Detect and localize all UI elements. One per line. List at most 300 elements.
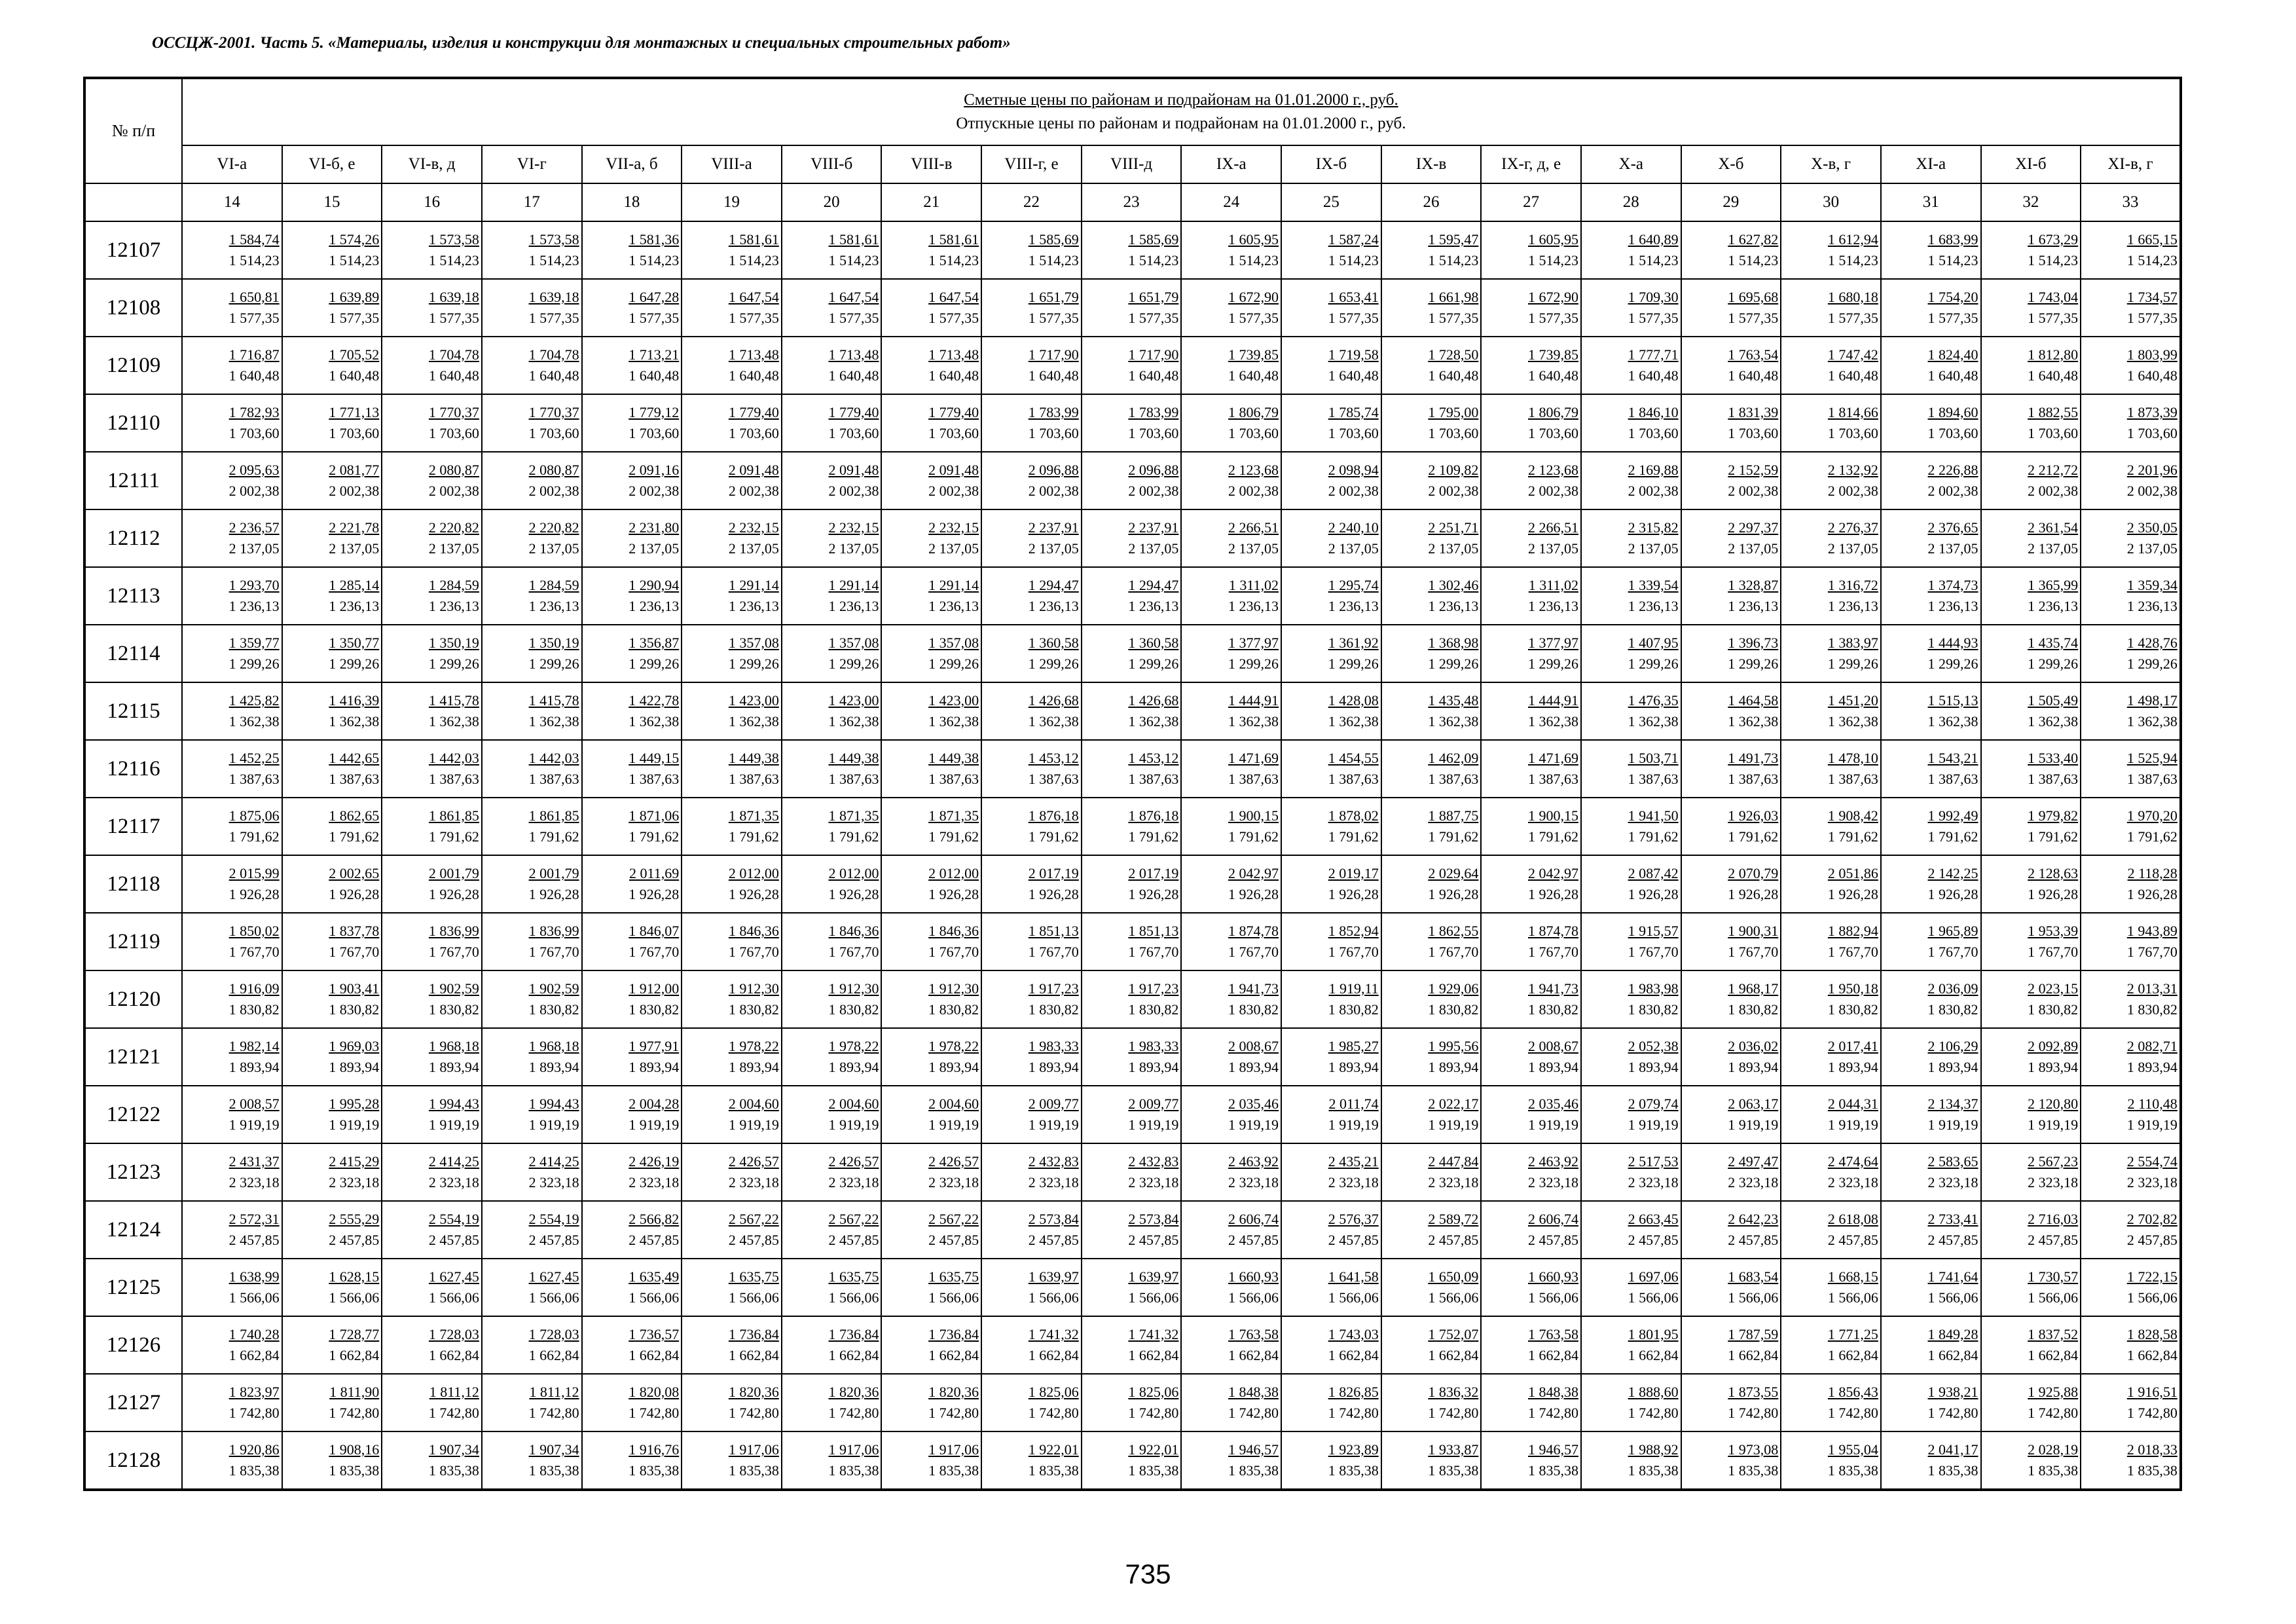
table-row	[84, 1201, 2181, 1259]
estimate-price: 1 361,92	[1328, 635, 1379, 651]
estimate-price: 2 028,19	[2028, 1441, 2079, 1458]
estimate-price: 1 994,43	[528, 1096, 579, 1112]
estimate-price: 1 573,58	[428, 231, 479, 248]
estimate-price: 2 426,57	[728, 1153, 779, 1170]
estimate-price: 1 882,94	[1827, 923, 1878, 939]
estimate-price: 1 284,59	[428, 577, 479, 593]
release-price: 1 236,13	[1628, 598, 1679, 614]
estimate-price: 1 683,99	[1927, 231, 1978, 248]
estimate-price: 1 978,22	[728, 1038, 779, 1054]
release-price: 1 767,70	[1028, 944, 1079, 960]
release-price: 2 457,85	[1728, 1232, 1779, 1248]
row-number: 12107	[84, 221, 182, 279]
release-price: 2 457,85	[1228, 1232, 1279, 1248]
release-price: 2 323,18	[329, 1174, 380, 1190]
estimate-price: 1 836,99	[428, 923, 479, 939]
release-price: 2 323,18	[1827, 1174, 1878, 1190]
price-cell	[782, 1086, 882, 1143]
release-price: 1 662,84	[1628, 1347, 1679, 1363]
estimate-price: 1 428,08	[1328, 692, 1379, 709]
price-cell	[782, 1201, 882, 1259]
price-cell	[582, 970, 682, 1028]
price-cell	[782, 567, 882, 625]
release-price: 1 703,60	[329, 425, 380, 441]
price-cell	[1581, 567, 1681, 625]
price-cell	[1681, 682, 1781, 740]
region-header: XI-в, г	[2081, 145, 2181, 183]
price-cell	[1281, 798, 1381, 855]
estimate-price: 2 011,74	[1328, 1096, 1379, 1112]
estimate-price: 1 820,08	[629, 1384, 680, 1400]
release-price: 1 703,60	[1128, 425, 1179, 441]
estimate-price: 1 916,76	[629, 1441, 680, 1458]
price-cell	[881, 855, 981, 913]
release-price: 1 830,82	[2028, 1001, 2079, 1018]
estimate-price: 2 015,99	[228, 865, 280, 881]
row-number: 12120	[84, 970, 182, 1028]
estimate-price: 2 035,46	[1228, 1096, 1279, 1112]
row-number: 12115	[84, 682, 182, 740]
release-price: 1 514,23	[1628, 252, 1679, 268]
price-cell	[1181, 1201, 1281, 1259]
estimate-price: 1 728,50	[1428, 346, 1479, 363]
release-price: 1 791,62	[1827, 828, 1878, 845]
estimate-price: 1 635,49	[629, 1268, 680, 1285]
price-cell	[1481, 279, 1581, 337]
estimate-price: 1 449,15	[629, 750, 680, 766]
release-price: 1 577,35	[1028, 310, 1079, 326]
price-cell	[1781, 970, 1881, 1028]
estimate-price: 2 606,74	[1228, 1211, 1279, 1227]
release-price: 1 577,35	[1927, 310, 1978, 326]
release-price: 1 742,80	[528, 1405, 579, 1421]
release-price: 1 830,82	[228, 1001, 280, 1018]
release-price: 1 791,62	[828, 828, 879, 845]
release-price: 1 830,82	[928, 1001, 979, 1018]
release-price: 1 387,63	[1527, 771, 1578, 787]
estimate-price: 1 862,65	[329, 807, 380, 824]
estimate-price: 1 820,36	[728, 1384, 779, 1400]
column-index: 26	[1381, 183, 1482, 221]
release-price: 1 577,35	[2028, 310, 2079, 326]
price-cell	[1481, 1028, 1581, 1086]
estimate-price: 1 435,48	[1428, 692, 1479, 709]
price-cell	[1581, 1431, 1681, 1490]
region-header-row	[84, 145, 2181, 183]
estimate-price: 1 291,14	[928, 577, 979, 593]
column-index: 27	[1481, 183, 1581, 221]
estimate-price: 1 837,52	[2028, 1326, 2079, 1342]
release-price: 1 236,13	[1428, 598, 1479, 614]
release-price: 2 137,05	[928, 540, 979, 557]
price-cell	[981, 913, 1082, 970]
estimate-price: 1 697,06	[1628, 1268, 1679, 1285]
estimate-price: 1 970,20	[2126, 807, 2178, 824]
release-price: 1 662,84	[1428, 1347, 1479, 1363]
release-price: 1 791,62	[1028, 828, 1079, 845]
release-price: 1 299,26	[228, 655, 280, 672]
release-price: 1 767,70	[1228, 944, 1279, 960]
price-cell	[1881, 1143, 1981, 1201]
estimate-price: 1 647,54	[828, 289, 879, 305]
price-cell	[2081, 567, 2181, 625]
release-price: 1 703,60	[728, 425, 779, 441]
release-price: 1 767,70	[329, 944, 380, 960]
release-price: 1 299,26	[1927, 655, 1978, 672]
release-price: 1 387,63	[1228, 771, 1279, 787]
price-cell	[881, 394, 981, 452]
estimate-price: 1 290,94	[629, 577, 680, 593]
release-price: 2 323,18	[1428, 1174, 1479, 1190]
estimate-price: 2 702,82	[2126, 1211, 2178, 1227]
estimate-price: 1 920,86	[228, 1441, 280, 1458]
release-price: 1 791,62	[1728, 828, 1779, 845]
estimate-price: 1 982,14	[228, 1038, 280, 1054]
estimate-price: 1 874,78	[1527, 923, 1578, 939]
estimate-price: 1 444,91	[1527, 692, 1578, 709]
estimate-price: 2 589,72	[1428, 1211, 1479, 1227]
release-price: 2 137,05	[1428, 540, 1479, 557]
estimate-price: 1 826,85	[1328, 1384, 1379, 1400]
column-index: 18	[582, 183, 682, 221]
release-price: 1 662,84	[228, 1347, 280, 1363]
release-price: 2 002,38	[1927, 483, 1978, 499]
release-price: 1 703,60	[528, 425, 579, 441]
price-cell	[182, 913, 282, 970]
release-price: 1 926,28	[1028, 886, 1079, 902]
release-price: 1 703,60	[1428, 425, 1479, 441]
release-price: 1 742,80	[1527, 1405, 1578, 1421]
release-price: 1 236,13	[2126, 598, 2178, 614]
release-price: 1 362,38	[1128, 713, 1179, 729]
release-price: 1 742,80	[428, 1405, 479, 1421]
estimate-price: 1 994,43	[428, 1096, 479, 1112]
estimate-price: 1 983,98	[1628, 980, 1679, 997]
price-cell	[1981, 1201, 2081, 1259]
price-cell	[482, 221, 582, 279]
column-index: 17	[482, 183, 582, 221]
price-cell	[782, 337, 882, 394]
region-header: X-а	[1581, 145, 1681, 183]
estimate-price: 2 128,63	[2028, 865, 2079, 881]
estimate-price: 1 728,77	[329, 1326, 380, 1342]
release-price: 1 919,19	[1328, 1116, 1379, 1133]
price-cell	[2081, 798, 2181, 855]
price-cell	[1082, 1201, 1182, 1259]
estimate-price: 1 449,38	[728, 750, 779, 766]
release-price: 1 514,23	[528, 252, 579, 268]
price-cell	[582, 798, 682, 855]
estimate-price: 1 736,57	[629, 1326, 680, 1342]
price-cell	[1381, 509, 1482, 567]
region-header: XI-б	[1981, 145, 2081, 183]
estimate-price: 1 743,04	[2028, 289, 2079, 305]
release-price: 2 457,85	[1428, 1232, 1479, 1248]
release-price: 2 002,38	[1728, 483, 1779, 499]
column-index: 23	[1082, 183, 1182, 221]
release-price: 1 514,23	[2126, 252, 2178, 268]
price-cell	[382, 1028, 482, 1086]
estimate-price: 1 453,12	[1028, 750, 1079, 766]
release-price: 1 577,35	[629, 310, 680, 326]
estimate-price: 2 022,17	[1428, 1096, 1479, 1112]
estimate-price: 2 212,72	[2028, 462, 2079, 478]
price-cell	[682, 855, 782, 913]
estimate-price: 1 587,24	[1328, 231, 1379, 248]
region-header: X-в, г	[1781, 145, 1881, 183]
release-price: 1 299,26	[2028, 655, 2079, 672]
release-price: 1 835,38	[1628, 1462, 1679, 1479]
price-cell	[1881, 221, 1981, 279]
price-cell	[2081, 452, 2181, 509]
estimate-price: 1 672,90	[1228, 289, 1279, 305]
release-price: 1 893,94	[928, 1059, 979, 1075]
price-cell	[1781, 1431, 1881, 1490]
release-price: 1 835,38	[528, 1462, 579, 1479]
estimate-price: 1 938,21	[1927, 1384, 1978, 1400]
table-row	[84, 682, 2181, 740]
release-price: 2 323,18	[928, 1174, 979, 1190]
estimate-price: 1 416,39	[329, 692, 380, 709]
region-header: VIII-д	[1082, 145, 1182, 183]
price-cell	[282, 625, 382, 682]
price-cell	[482, 1316, 582, 1374]
price-cell	[482, 279, 582, 337]
release-price: 1 362,38	[1228, 713, 1279, 729]
release-price: 1 919,19	[528, 1116, 579, 1133]
release-price: 1 926,28	[629, 886, 680, 902]
price-cell	[382, 1086, 482, 1143]
price-cell	[282, 221, 382, 279]
region-header: VIII-в	[881, 145, 981, 183]
price-cell	[1181, 1028, 1281, 1086]
release-price: 1 662,84	[329, 1347, 380, 1363]
table-row	[84, 1086, 2181, 1143]
release-price: 1 566,06	[1827, 1289, 1878, 1306]
row-number: 12113	[84, 567, 182, 625]
estimate-price: 1 903,41	[329, 980, 380, 997]
release-price: 1 926,28	[2126, 886, 2178, 902]
estimate-price: 1 356,87	[629, 635, 680, 651]
price-cell	[1581, 394, 1681, 452]
estimate-price: 1 709,30	[1628, 289, 1679, 305]
release-price: 1 835,38	[2126, 1462, 2178, 1479]
release-price: 1 767,70	[528, 944, 579, 960]
price-cell	[1781, 1201, 1881, 1259]
estimate-price: 1 876,18	[1128, 807, 1179, 824]
estimate-price: 2 361,54	[2028, 519, 2079, 536]
release-price: 1 742,80	[728, 1405, 779, 1421]
release-price: 1 236,13	[2028, 598, 2079, 614]
column-index-empty	[84, 183, 182, 221]
price-cell	[182, 394, 282, 452]
estimate-price: 1 734,57	[2126, 289, 2178, 305]
price-table	[83, 77, 2182, 1491]
price-cell	[2081, 1028, 2181, 1086]
price-cell	[1082, 337, 1182, 394]
price-cell	[2081, 1201, 2181, 1259]
price-cell	[582, 855, 682, 913]
release-price: 1 577,35	[428, 310, 479, 326]
price-cell	[1082, 452, 1182, 509]
release-price: 1 236,13	[828, 598, 879, 614]
estimate-price: 1 640,89	[1628, 231, 1679, 248]
estimate-price: 1 357,08	[828, 635, 879, 651]
release-price: 1 835,38	[228, 1462, 280, 1479]
table-row	[84, 1431, 2181, 1490]
estimate-price: 2 042,97	[1228, 865, 1279, 881]
estimate-price: 1 311,02	[1528, 577, 1578, 593]
release-price: 1 362,38	[728, 713, 779, 729]
estimate-price: 1 357,08	[728, 635, 779, 651]
estimate-price: 2 567,23	[2028, 1153, 2079, 1170]
release-price: 2 137,05	[828, 540, 879, 557]
price-cell	[482, 855, 582, 913]
release-price: 2 457,85	[1628, 1232, 1679, 1248]
estimate-price: 1 442,03	[428, 750, 479, 766]
estimate-price: 1 900,31	[1728, 923, 1779, 939]
estimate-price: 1 777,71	[1628, 346, 1679, 363]
price-cell	[682, 1374, 782, 1431]
estimate-price: 1 941,50	[1628, 807, 1679, 824]
estimate-price: 2 012,00	[828, 865, 879, 881]
estimate-price: 2 009,77	[1128, 1096, 1179, 1112]
release-price: 2 323,18	[728, 1174, 779, 1190]
release-price: 1 830,82	[1527, 1001, 1578, 1018]
price-cell	[682, 1201, 782, 1259]
estimate-price: 1 464,58	[1728, 692, 1779, 709]
price-cell	[482, 394, 582, 452]
estimate-price: 1 871,06	[629, 807, 680, 824]
price-cell	[182, 452, 282, 509]
estimate-price: 1 917,23	[1128, 980, 1179, 997]
release-price: 1 566,06	[1228, 1289, 1279, 1306]
release-price: 1 893,94	[228, 1059, 280, 1075]
price-cell	[1481, 682, 1581, 740]
table-row	[84, 970, 2181, 1028]
release-price: 2 002,38	[428, 483, 479, 499]
price-cell	[1881, 625, 1981, 682]
price-cell	[1681, 1259, 1781, 1316]
estimate-price: 1 471,69	[1228, 750, 1279, 766]
release-price: 1 791,62	[1927, 828, 1978, 845]
release-price: 2 137,05	[528, 540, 579, 557]
estimate-price: 2 001,79	[528, 865, 579, 881]
price-cell	[482, 1086, 582, 1143]
release-price: 1 767,70	[2126, 944, 2178, 960]
release-price: 1 640,48	[629, 367, 680, 384]
price-cell	[1581, 1374, 1681, 1431]
release-price: 2 137,05	[1128, 540, 1179, 557]
release-price: 2 002,38	[528, 483, 579, 499]
estimate-price: 2 018,33	[2126, 1441, 2178, 1458]
release-price: 2 002,38	[2028, 483, 2079, 499]
price-cell	[1082, 1431, 1182, 1490]
estimate-price: 2 035,46	[1527, 1096, 1578, 1112]
price-cell	[1381, 740, 1482, 798]
release-price: 2 457,85	[1028, 1232, 1079, 1248]
estimate-price: 1 605,95	[1228, 231, 1279, 248]
estimate-price: 2 017,19	[1128, 865, 1179, 881]
release-price: 1 919,19	[329, 1116, 380, 1133]
price-cell	[182, 682, 282, 740]
release-price: 1 703,60	[2028, 425, 2079, 441]
estimate-price: 1 683,54	[1728, 1268, 1779, 1285]
estimate-price: 2 081,77	[329, 462, 380, 478]
estimate-price: 1 922,01	[1128, 1441, 1179, 1458]
price-cell	[1581, 221, 1681, 279]
price-cell	[1381, 1143, 1482, 1201]
price-cell	[1481, 567, 1581, 625]
estimate-price: 1 377,97	[1527, 635, 1578, 651]
price-cell	[2081, 1086, 2181, 1143]
table-row	[84, 1316, 2181, 1374]
release-price: 1 830,82	[1228, 1001, 1279, 1018]
price-cell	[1781, 394, 1881, 452]
release-price: 1 662,84	[1728, 1347, 1779, 1363]
table-row	[84, 279, 2181, 337]
price-cell	[881, 221, 981, 279]
price-cell	[1781, 1259, 1881, 1316]
estimate-price: 1 862,55	[1428, 923, 1479, 939]
header-title-line1: Сметные цены по районам и подрайонам на 01.01.2000 г., руб.	[964, 91, 1398, 109]
price-cell	[1082, 798, 1182, 855]
release-price: 1 926,28	[329, 886, 380, 902]
price-cell	[1281, 740, 1381, 798]
price-cell	[782, 221, 882, 279]
release-price: 1 362,38	[828, 713, 879, 729]
estimate-price: 1 916,09	[228, 980, 280, 997]
release-price: 1 835,38	[1827, 1462, 1878, 1479]
price-cell	[1681, 221, 1781, 279]
release-price: 1 926,28	[528, 886, 579, 902]
estimate-price: 1 661,98	[1428, 289, 1479, 305]
release-price: 1 236,13	[1328, 598, 1379, 614]
price-cell	[1981, 567, 2081, 625]
price-cell	[1681, 970, 1781, 1028]
release-price: 1 566,06	[1128, 1289, 1179, 1306]
price-cell	[1781, 1143, 1881, 1201]
release-price: 2 002,38	[1228, 483, 1279, 499]
release-price: 1 514,23	[928, 252, 979, 268]
price-cell	[2081, 509, 2181, 567]
region-header: VII-а, б	[582, 145, 682, 183]
release-price: 1 640,48	[1328, 367, 1379, 384]
price-cell	[482, 1028, 582, 1086]
price-cell	[2081, 1143, 2181, 1201]
estimate-price: 2 001,79	[428, 865, 479, 881]
release-price: 1 830,82	[1927, 1001, 1978, 1018]
release-price: 1 926,28	[1428, 886, 1479, 902]
estimate-price: 1 801,95	[1628, 1326, 1679, 1342]
price-cell	[1781, 509, 1881, 567]
region-header: VI-б, е	[282, 145, 382, 183]
release-price: 1 742,80	[1628, 1405, 1679, 1421]
release-price: 1 791,62	[629, 828, 680, 845]
price-cell	[682, 1431, 782, 1490]
estimate-price: 1 831,39	[1728, 404, 1779, 420]
price-cell	[1881, 1201, 1981, 1259]
release-price: 1 566,06	[2028, 1289, 2079, 1306]
release-price: 1 742,80	[2028, 1405, 2079, 1421]
release-price: 1 767,70	[928, 944, 979, 960]
estimate-price: 1 713,48	[928, 346, 979, 363]
estimate-price: 1 639,89	[329, 289, 380, 305]
estimate-price: 1 950,18	[1827, 980, 1878, 997]
estimate-price: 2 036,09	[1927, 980, 1978, 997]
estimate-price: 1 941,73	[1228, 980, 1279, 997]
release-price: 1 514,23	[828, 252, 879, 268]
